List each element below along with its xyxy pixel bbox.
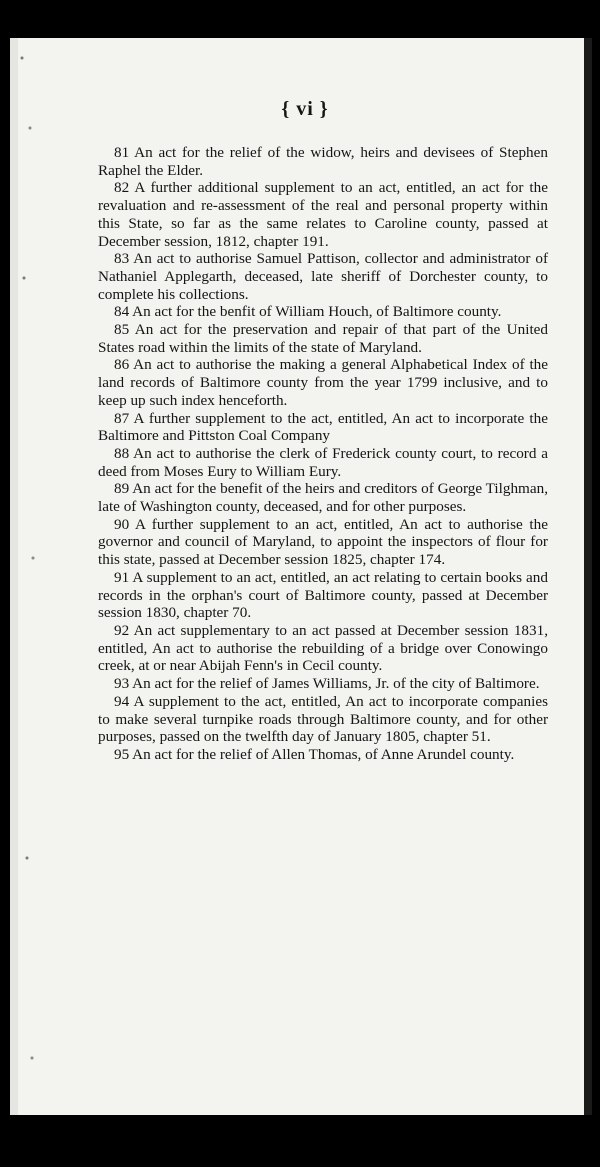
act-list	[98, 144, 548, 764]
act-entry-84: 84 An act for the benfit of William Houch, of Baltimore county.	[114, 303, 502, 321]
act-entry-82: 82 A further additional supplement to an act, entitled, an act for the revaluation and re-assessment of the real and personal property within this State, so far as the same relates to Caroline county, passed at December session, 1812, chapter 191.	[98, 179, 548, 250]
act-entry-89: 89 An act for the benefit of the heirs and creditors of George Tilghman, late of Washington county, deceased, and for other purposes.	[98, 480, 548, 516]
act-entry-88: 88 An act to authorise the clerk of Frederick county court, to record a deed from Moses Eury to William Eury.	[98, 444, 548, 480]
page-right-edge	[584, 38, 592, 1115]
act-entry-92: 92 An act supplementary to an act passed at December session 1831, entitled, An act to authorise the rebuilding of a bridge over Conowingo creek, at or near Abijah Fenn's in Cecil county.	[98, 621, 548, 675]
act-entry-86: 86 An act to authorise the making a general Alphabetical Index of the land records of Baltimore county from the year 1799 inclusive, and to keep up such index henceforth.	[98, 356, 548, 409]
act-entry-93: 93 An act for the relief of James Williams, Jr. of the city of Baltimore.	[114, 675, 540, 693]
act-entry-85: 85 An act for the preservation and repair of that part of the United States road within the limits of the state of Maryland.	[98, 321, 548, 356]
page-number-header: { vi }	[281, 98, 329, 120]
act-entry-94: 94 A supplement to the act, entitled, An act to incorporate companies to make several turnpike roads through Baltimore county, and for other purposes, passed on the twelfth day of January 1805, chapter 51.	[98, 692, 548, 746]
act-entry-81: 81 An act for the relief of the widow, heirs and devisees of Stephen Raphel the Elder.	[98, 144, 548, 179]
act-entry-83: 83 An act to authorise Samuel Pattison, collector and administrator of Nathaniel Applegarth, deceased, late sheriff of Dorchester county, to complete his collections.	[98, 250, 548, 303]
act-entry-95: 95 An act for the relief of Allen Thomas, of Anne Arundel county.	[114, 745, 515, 763]
page-edge-texture	[18, 38, 40, 1115]
act-entry-91: 91 A supplement to an act, entitled, an act relating to certain books and records in the orphan's court of Baltimore county, passed at December session 1830, chapter 70.	[98, 568, 548, 622]
act-entry-87: 87 A further supplement to the act, entitled, An act to incorporate the Baltimore and Pittston Coal Company	[98, 409, 548, 445]
document-page	[10, 38, 592, 1115]
act-entry-90: 90 A further supplement to an act, entitled, An act to authorise the governor and council of Maryland, to appoint the inspectors of flour for this state, passed at December session 1825, chapter 174.	[98, 515, 548, 569]
